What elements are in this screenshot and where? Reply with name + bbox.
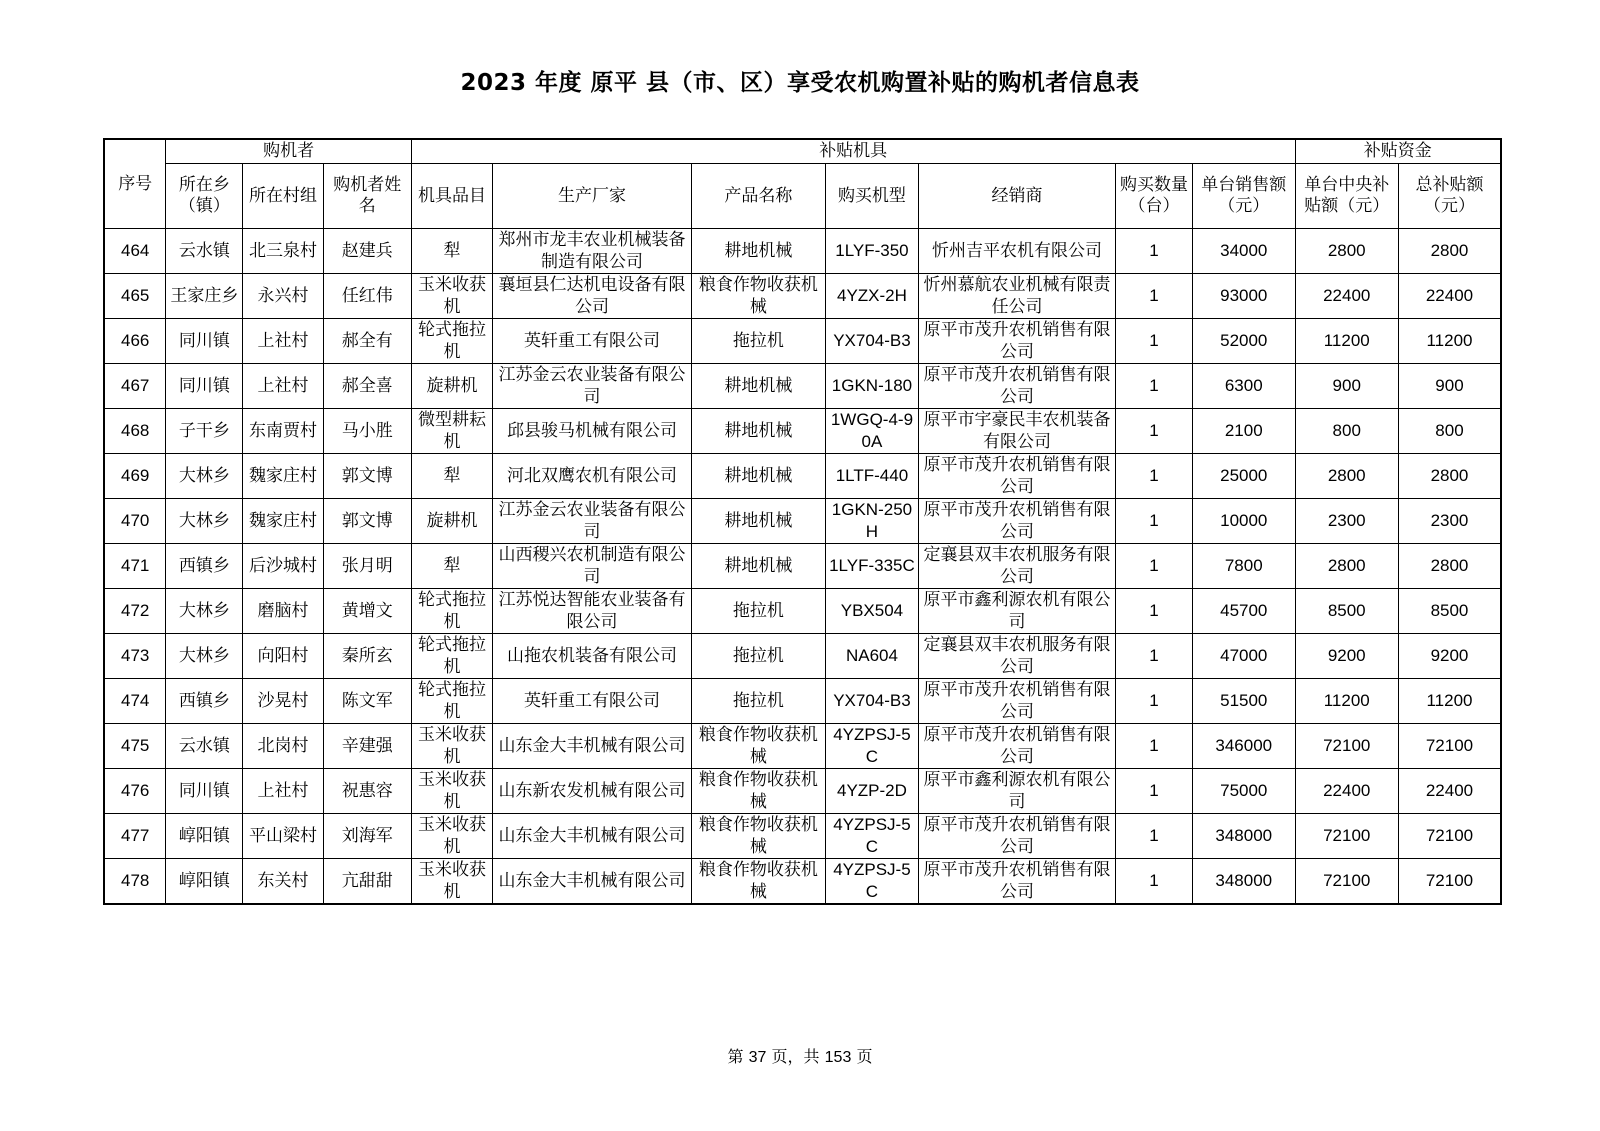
cell-village: 北三泉村 bbox=[243, 229, 323, 274]
cell-seq: 467 bbox=[104, 364, 166, 409]
cell-town: 大林乡 bbox=[166, 589, 243, 634]
cell-village: 上社村 bbox=[243, 319, 323, 364]
header-buyer-name: 购机者姓名 bbox=[323, 164, 411, 229]
cell-unit-subsidy: 900 bbox=[1295, 364, 1398, 409]
header-group-buyer: 购机者 bbox=[166, 139, 412, 164]
cell-dealer: 忻州吉平农机有限公司 bbox=[919, 229, 1116, 274]
cell-model: YX704-B3 bbox=[825, 679, 918, 724]
cell-model: 1GKN-180 bbox=[825, 364, 918, 409]
cell-town: 同川镇 bbox=[166, 319, 243, 364]
cell-unit-subsidy: 11200 bbox=[1295, 319, 1398, 364]
cell-product: 粮食作物收获机械 bbox=[691, 769, 825, 814]
cell-dealer: 原平市茂升农机销售有限公司 bbox=[919, 364, 1116, 409]
cell-unit-price: 6300 bbox=[1193, 364, 1296, 409]
header-category: 机具品目 bbox=[411, 164, 492, 229]
cell-product: 拖拉机 bbox=[691, 589, 825, 634]
page-footer bbox=[0, 1044, 1600, 1067]
cell-product: 粮食作物收获机械 bbox=[691, 814, 825, 859]
cell-total-subsidy: 72100 bbox=[1398, 724, 1501, 769]
cell-model: 1LTF-440 bbox=[825, 454, 918, 499]
cell-village: 沙晃村 bbox=[243, 679, 323, 724]
cell-seq: 466 bbox=[104, 319, 166, 364]
cell-dealer: 定襄县双丰农机服务有限公司 bbox=[919, 634, 1116, 679]
cell-manufacturer: 江苏悦达智能农业装备有限公司 bbox=[493, 589, 692, 634]
cell-category: 犁 bbox=[411, 229, 492, 274]
footer-suffix: 页 bbox=[856, 1047, 873, 1066]
cell-model: 4YZPSJ-5C bbox=[825, 859, 918, 905]
cell-dealer: 原平市茂升农机销售有限公司 bbox=[919, 499, 1116, 544]
cell-seq: 475 bbox=[104, 724, 166, 769]
cell-category: 玉米收获机 bbox=[411, 724, 492, 769]
cell-village: 魏家庄村 bbox=[243, 499, 323, 544]
cell-manufacturer: 英轩重工有限公司 bbox=[493, 679, 692, 724]
cell-town: 崞阳镇 bbox=[166, 859, 243, 905]
cell-seq: 477 bbox=[104, 814, 166, 859]
cell-manufacturer: 山西稷兴农机制造有限公司 bbox=[493, 544, 692, 589]
cell-qty: 1 bbox=[1115, 859, 1192, 905]
cell-qty: 1 bbox=[1115, 814, 1192, 859]
cell-dealer: 原平市宇豪民丰农机装备有限公司 bbox=[919, 409, 1116, 454]
cell-qty: 1 bbox=[1115, 364, 1192, 409]
cell-unit-subsidy: 2800 bbox=[1295, 544, 1398, 589]
table-row bbox=[104, 409, 1501, 454]
cell-category: 玉米收获机 bbox=[411, 859, 492, 905]
cell-model: 4YZP-2D bbox=[825, 769, 918, 814]
cell-total-subsidy: 11200 bbox=[1398, 319, 1501, 364]
cell-village: 上社村 bbox=[243, 769, 323, 814]
cell-unit-subsidy: 22400 bbox=[1295, 769, 1398, 814]
cell-category: 玉米收获机 bbox=[411, 769, 492, 814]
cell-unit-subsidy: 72100 bbox=[1295, 859, 1398, 905]
cell-unit-price: 25000 bbox=[1193, 454, 1296, 499]
cell-total-subsidy: 9200 bbox=[1398, 634, 1501, 679]
cell-village: 平山梁村 bbox=[243, 814, 323, 859]
cell-product: 耕地机械 bbox=[691, 544, 825, 589]
cell-category: 旋耕机 bbox=[411, 364, 492, 409]
buyer-info-table bbox=[103, 138, 1502, 905]
cell-category: 轮式拖拉机 bbox=[411, 589, 492, 634]
cell-unit-price: 348000 bbox=[1193, 859, 1296, 905]
cell-town: 同川镇 bbox=[166, 364, 243, 409]
header-total-subsidy: 总补贴额（元） bbox=[1398, 164, 1501, 229]
cell-town: 云水镇 bbox=[166, 724, 243, 769]
header-unit-subsidy: 单台中央补贴额（元） bbox=[1295, 164, 1398, 229]
cell-qty: 1 bbox=[1115, 274, 1192, 319]
cell-model: 4YZX-2H bbox=[825, 274, 918, 319]
cell-category: 轮式拖拉机 bbox=[411, 679, 492, 724]
cell-town: 大林乡 bbox=[166, 454, 243, 499]
cell-seq: 468 bbox=[104, 409, 166, 454]
cell-seq: 476 bbox=[104, 769, 166, 814]
cell-category: 轮式拖拉机 bbox=[411, 319, 492, 364]
header-model: 购买机型 bbox=[825, 164, 918, 229]
header-group-fund: 补贴资金 bbox=[1295, 139, 1501, 164]
cell-unit-subsidy: 2300 bbox=[1295, 499, 1398, 544]
cell-manufacturer: 山东金大丰机械有限公司 bbox=[493, 814, 692, 859]
cell-village: 后沙城村 bbox=[243, 544, 323, 589]
cell-product: 耕地机械 bbox=[691, 499, 825, 544]
cell-manufacturer: 山东金大丰机械有限公司 bbox=[493, 859, 692, 905]
table-row bbox=[104, 769, 1501, 814]
cell-unit-price: 10000 bbox=[1193, 499, 1296, 544]
cell-dealer: 定襄县双丰农机服务有限公司 bbox=[919, 544, 1116, 589]
cell-unit-subsidy: 800 bbox=[1295, 409, 1398, 454]
cell-total-subsidy: 800 bbox=[1398, 409, 1501, 454]
table-row bbox=[104, 364, 1501, 409]
table-row bbox=[104, 679, 1501, 724]
cell-manufacturer: 山东新农发机械有限公司 bbox=[493, 769, 692, 814]
cell-buyer-name: 郝全有 bbox=[323, 319, 411, 364]
cell-qty: 1 bbox=[1115, 589, 1192, 634]
cell-village: 上社村 bbox=[243, 364, 323, 409]
cell-qty: 1 bbox=[1115, 319, 1192, 364]
table-row bbox=[104, 589, 1501, 634]
cell-seq: 465 bbox=[104, 274, 166, 319]
header-town: 所在乡（镇） bbox=[166, 164, 243, 229]
header-village: 所在村组 bbox=[243, 164, 323, 229]
cell-total-subsidy: 900 bbox=[1398, 364, 1501, 409]
cell-buyer-name: 刘海军 bbox=[323, 814, 411, 859]
cell-manufacturer: 山拖农机装备有限公司 bbox=[493, 634, 692, 679]
cell-village: 东南贾村 bbox=[243, 409, 323, 454]
footer-page-number: 37 bbox=[748, 1049, 767, 1066]
cell-manufacturer: 襄垣县仁达机电设备有限公司 bbox=[493, 274, 692, 319]
cell-buyer-name: 亢甜甜 bbox=[323, 859, 411, 905]
cell-buyer-name: 郭文博 bbox=[323, 454, 411, 499]
cell-unit-price: 75000 bbox=[1193, 769, 1296, 814]
cell-qty: 1 bbox=[1115, 499, 1192, 544]
cell-seq: 464 bbox=[104, 229, 166, 274]
cell-village: 北岗村 bbox=[243, 724, 323, 769]
cell-qty: 1 bbox=[1115, 724, 1192, 769]
cell-seq: 471 bbox=[104, 544, 166, 589]
cell-seq: 470 bbox=[104, 499, 166, 544]
cell-unit-price: 348000 bbox=[1193, 814, 1296, 859]
cell-town: 崞阳镇 bbox=[166, 814, 243, 859]
cell-dealer: 原平市茂升农机销售有限公司 bbox=[919, 859, 1116, 905]
cell-product: 耕地机械 bbox=[691, 364, 825, 409]
header-unit-price: 单台销售额（元） bbox=[1193, 164, 1296, 229]
cell-buyer-name: 陈文军 bbox=[323, 679, 411, 724]
cell-town: 子干乡 bbox=[166, 409, 243, 454]
cell-dealer: 原平市鑫利源农机有限公司 bbox=[919, 769, 1116, 814]
cell-unit-subsidy: 72100 bbox=[1295, 724, 1398, 769]
cell-category: 旋耕机 bbox=[411, 499, 492, 544]
table-row bbox=[104, 319, 1501, 364]
cell-unit-price: 346000 bbox=[1193, 724, 1296, 769]
footer-total-pages: 153 bbox=[824, 1049, 852, 1066]
cell-model: 1WGQ-4-90A bbox=[825, 409, 918, 454]
table-row bbox=[104, 634, 1501, 679]
cell-seq: 478 bbox=[104, 859, 166, 905]
cell-total-subsidy: 22400 bbox=[1398, 769, 1501, 814]
cell-buyer-name: 辛建强 bbox=[323, 724, 411, 769]
table-row bbox=[104, 229, 1501, 274]
header-qty: 购买数量（台） bbox=[1115, 164, 1192, 229]
cell-product: 耕地机械 bbox=[691, 229, 825, 274]
cell-manufacturer: 江苏金云农业装备有限公司 bbox=[493, 364, 692, 409]
header-group-machine: 补贴机具 bbox=[411, 139, 1295, 164]
cell-manufacturer: 郑州市龙丰农业机械装备制造有限公司 bbox=[493, 229, 692, 274]
cell-product: 拖拉机 bbox=[691, 679, 825, 724]
cell-category: 玉米收获机 bbox=[411, 814, 492, 859]
cell-model: 1LYF-335C bbox=[825, 544, 918, 589]
cell-village: 东关村 bbox=[243, 859, 323, 905]
cell-town: 大林乡 bbox=[166, 634, 243, 679]
cell-dealer: 原平市茂升农机销售有限公司 bbox=[919, 454, 1116, 499]
cell-town: 西镇乡 bbox=[166, 544, 243, 589]
cell-unit-price: 52000 bbox=[1193, 319, 1296, 364]
cell-buyer-name: 赵建兵 bbox=[323, 229, 411, 274]
cell-buyer-name: 郭文博 bbox=[323, 499, 411, 544]
footer-middle: 页，共 bbox=[771, 1047, 820, 1066]
cell-unit-subsidy: 2800 bbox=[1295, 229, 1398, 274]
cell-qty: 1 bbox=[1115, 679, 1192, 724]
cell-unit-subsidy: 22400 bbox=[1295, 274, 1398, 319]
cell-qty: 1 bbox=[1115, 229, 1192, 274]
header-manufacturer: 生产厂家 bbox=[493, 164, 692, 229]
cell-model: 1LYF-350 bbox=[825, 229, 918, 274]
cell-qty: 1 bbox=[1115, 769, 1192, 814]
cell-product: 拖拉机 bbox=[691, 319, 825, 364]
cell-product: 耕地机械 bbox=[691, 454, 825, 499]
cell-seq: 472 bbox=[104, 589, 166, 634]
cell-qty: 1 bbox=[1115, 454, 1192, 499]
page-title: 2023 年度 原平 县（市、区）享受农机购置补贴的购机者信息表 bbox=[460, 70, 1140, 96]
cell-total-subsidy: 2800 bbox=[1398, 229, 1501, 274]
cell-village: 向阳村 bbox=[243, 634, 323, 679]
cell-product: 拖拉机 bbox=[691, 634, 825, 679]
cell-dealer: 原平市茂升农机销售有限公司 bbox=[919, 319, 1116, 364]
header-dealer: 经销商 bbox=[919, 164, 1116, 229]
cell-unit-price: 45700 bbox=[1193, 589, 1296, 634]
table-row bbox=[104, 499, 1501, 544]
table-row bbox=[104, 274, 1501, 319]
cell-unit-price: 34000 bbox=[1193, 229, 1296, 274]
cell-total-subsidy: 72100 bbox=[1398, 814, 1501, 859]
table-row bbox=[104, 724, 1501, 769]
cell-unit-subsidy: 8500 bbox=[1295, 589, 1398, 634]
cell-buyer-name: 秦所玄 bbox=[323, 634, 411, 679]
cell-dealer: 原平市茂升农机销售有限公司 bbox=[919, 679, 1116, 724]
cell-category: 轮式拖拉机 bbox=[411, 634, 492, 679]
cell-total-subsidy: 2300 bbox=[1398, 499, 1501, 544]
cell-town: 云水镇 bbox=[166, 229, 243, 274]
cell-product: 粮食作物收获机械 bbox=[691, 859, 825, 905]
cell-total-subsidy: 8500 bbox=[1398, 589, 1501, 634]
cell-manufacturer: 邱县骏马机械有限公司 bbox=[493, 409, 692, 454]
cell-buyer-name: 黄增文 bbox=[323, 589, 411, 634]
table-row bbox=[104, 859, 1501, 905]
cell-manufacturer: 山东金大丰机械有限公司 bbox=[493, 724, 692, 769]
cell-unit-subsidy: 11200 bbox=[1295, 679, 1398, 724]
cell-dealer: 原平市茂升农机销售有限公司 bbox=[919, 724, 1116, 769]
cell-category: 玉米收获机 bbox=[411, 274, 492, 319]
cell-seq: 473 bbox=[104, 634, 166, 679]
cell-unit-price: 7800 bbox=[1193, 544, 1296, 589]
cell-product: 粮食作物收获机械 bbox=[691, 274, 825, 319]
cell-total-subsidy: 72100 bbox=[1398, 859, 1501, 905]
cell-product: 粮食作物收获机械 bbox=[691, 724, 825, 769]
cell-village: 磨脑村 bbox=[243, 589, 323, 634]
cell-dealer: 忻州慕航农业机械有限责任公司 bbox=[919, 274, 1116, 319]
cell-village: 永兴村 bbox=[243, 274, 323, 319]
cell-buyer-name: 郝全喜 bbox=[323, 364, 411, 409]
cell-town: 大林乡 bbox=[166, 499, 243, 544]
cell-category: 犁 bbox=[411, 544, 492, 589]
cell-seq: 474 bbox=[104, 679, 166, 724]
cell-total-subsidy: 2800 bbox=[1398, 454, 1501, 499]
cell-unit-price: 2100 bbox=[1193, 409, 1296, 454]
cell-unit-price: 47000 bbox=[1193, 634, 1296, 679]
cell-buyer-name: 祝惠容 bbox=[323, 769, 411, 814]
cell-model: YBX504 bbox=[825, 589, 918, 634]
header-seq: 序号 bbox=[104, 139, 166, 229]
cell-dealer: 原平市茂升农机销售有限公司 bbox=[919, 814, 1116, 859]
cell-village: 魏家庄村 bbox=[243, 454, 323, 499]
cell-qty: 1 bbox=[1115, 544, 1192, 589]
cell-category: 微型耕耘机 bbox=[411, 409, 492, 454]
cell-manufacturer: 河北双鹰农机有限公司 bbox=[493, 454, 692, 499]
cell-unit-subsidy: 2800 bbox=[1295, 454, 1398, 499]
cell-model: 1GKN-250H bbox=[825, 499, 918, 544]
cell-unit-subsidy: 9200 bbox=[1295, 634, 1398, 679]
cell-qty: 1 bbox=[1115, 409, 1192, 454]
cell-buyer-name: 张月明 bbox=[323, 544, 411, 589]
cell-model: NA604 bbox=[825, 634, 918, 679]
cell-total-subsidy: 2800 bbox=[1398, 544, 1501, 589]
table-row bbox=[104, 814, 1501, 859]
cell-dealer: 原平市鑫利源农机有限公司 bbox=[919, 589, 1116, 634]
cell-model: 4YZPSJ-5C bbox=[825, 814, 918, 859]
cell-total-subsidy: 11200 bbox=[1398, 679, 1501, 724]
cell-town: 王家庄乡 bbox=[166, 274, 243, 319]
cell-unit-price: 93000 bbox=[1193, 274, 1296, 319]
cell-buyer-name: 任红伟 bbox=[323, 274, 411, 319]
cell-product: 耕地机械 bbox=[691, 409, 825, 454]
cell-town: 同川镇 bbox=[166, 769, 243, 814]
cell-town: 西镇乡 bbox=[166, 679, 243, 724]
cell-seq: 469 bbox=[104, 454, 166, 499]
footer-prefix: 第 bbox=[727, 1047, 744, 1066]
cell-manufacturer: 英轩重工有限公司 bbox=[493, 319, 692, 364]
cell-unit-subsidy: 72100 bbox=[1295, 814, 1398, 859]
table-row bbox=[104, 544, 1501, 589]
cell-model: YX704-B3 bbox=[825, 319, 918, 364]
table-body bbox=[104, 229, 1501, 905]
cell-manufacturer: 江苏金云农业装备有限公司 bbox=[493, 499, 692, 544]
cell-buyer-name: 马小胜 bbox=[323, 409, 411, 454]
cell-unit-price: 51500 bbox=[1193, 679, 1296, 724]
cell-model: 4YZPSJ-5C bbox=[825, 724, 918, 769]
table-row bbox=[104, 454, 1501, 499]
cell-category: 犁 bbox=[411, 454, 492, 499]
cell-qty: 1 bbox=[1115, 634, 1192, 679]
cell-total-subsidy: 22400 bbox=[1398, 274, 1501, 319]
header-product: 产品名称 bbox=[691, 164, 825, 229]
